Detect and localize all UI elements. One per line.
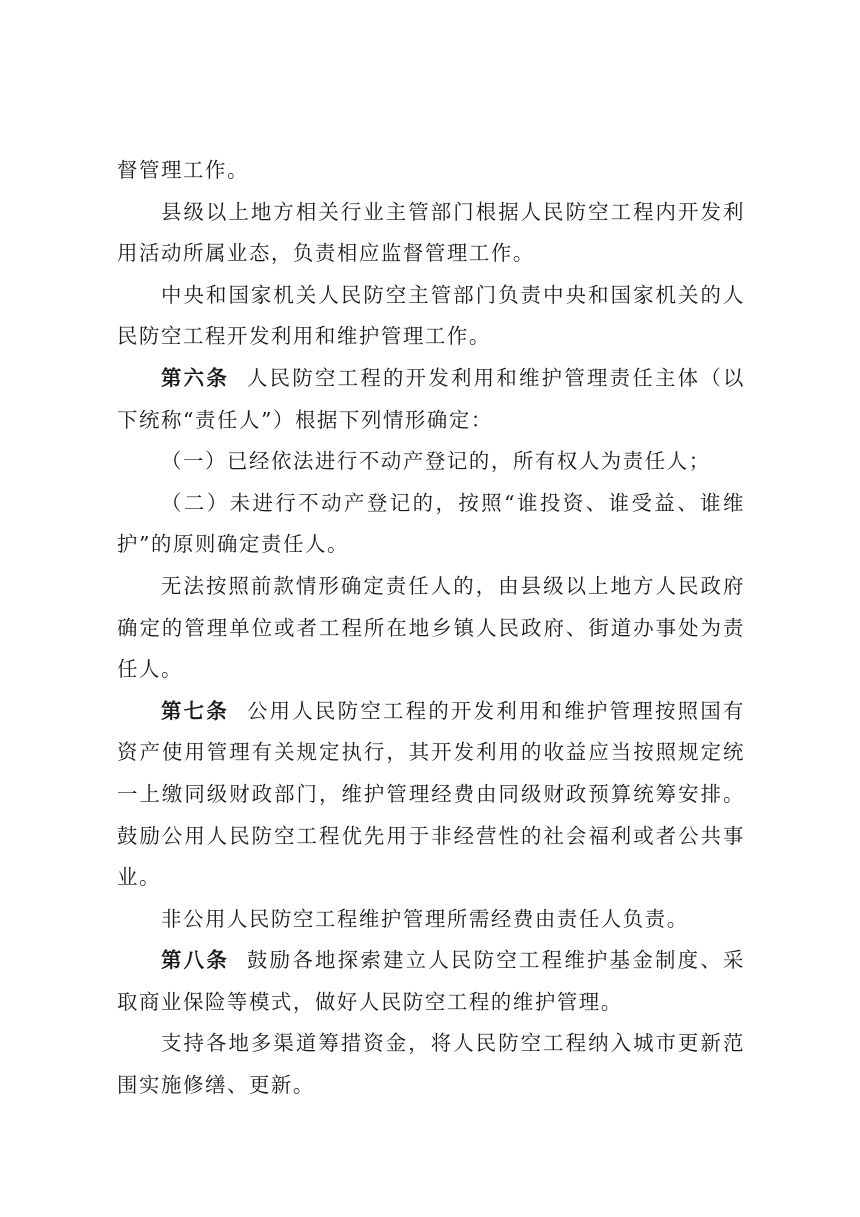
article-heading: 第七条: [161, 698, 229, 723]
paragraph: [117, 275, 745, 358]
paragraph-text: 县级以上地方相关行业主管部门根据人民防空工程内开发利用活动所属业态，负责相应监督管理工作。: [117, 199, 745, 266]
paragraph: [117, 1023, 745, 1106]
article-heading: 第六条: [161, 365, 229, 390]
article-6-paragraph: [117, 358, 745, 441]
document-body: [117, 150, 745, 1107]
paragraph-text: 鼓励各地探索建立人民防空工程维护基金制度、采取商业保险等模式，做好人民防空工程的维护管理。: [117, 948, 745, 1014]
article-heading: 第八条: [161, 948, 229, 973]
paragraph-text: 中央和国家机关人民防空主管部门负责中央和国家机关的人民防空工程开发利用和维护管理工作。: [117, 282, 745, 349]
paragraph-text: 支持各地多渠道筹措资金，将人民防空工程纳入城市更新范围实施修缮、更新。: [117, 1031, 745, 1098]
article-7-paragraph: [117, 691, 745, 899]
list-item: [117, 441, 745, 483]
paragraph-text: 人民防空工程的开发利用和维护管理责任主体（以下统称“责任人”）根据下列情形确定：: [117, 365, 745, 432]
paragraph: [117, 192, 745, 275]
paragraph-text: （二）未进行不动产登记的，按照“谁投资、谁受益、谁维护”的原则确定责任人。: [117, 490, 745, 557]
paragraph-text: 无法按照前款情形确定责任人的，由县级以上地方人民政府确定的管理单位或者工程所在地乡镇人民政府、街道办事处为责任人。: [117, 573, 745, 682]
list-item: [117, 483, 745, 566]
paragraph-text: 公用人民防空工程的开发利用和维护管理按照国有资产使用管理有关规定执行，其开发利用的收益应当按照规定统一上缴同级财政部门，维护管理经费由同级财政预算统筹安排。鼓励公用人民防空工程优先用于非经营性的社会福利或者公共事业。: [117, 698, 745, 890]
paragraph-text: 非公用人民防空工程维护管理所需经费由责任人负责。: [161, 906, 689, 931]
paragraph: [117, 566, 745, 691]
article-8-paragraph: [117, 940, 745, 1023]
paragraph: [117, 899, 745, 941]
paragraph-continuation: [117, 150, 745, 192]
paragraph-text: 督管理工作。: [117, 158, 249, 182]
paragraph-text: （一）已经依法进行不动产登记的，所有权人为责任人；: [161, 449, 711, 474]
